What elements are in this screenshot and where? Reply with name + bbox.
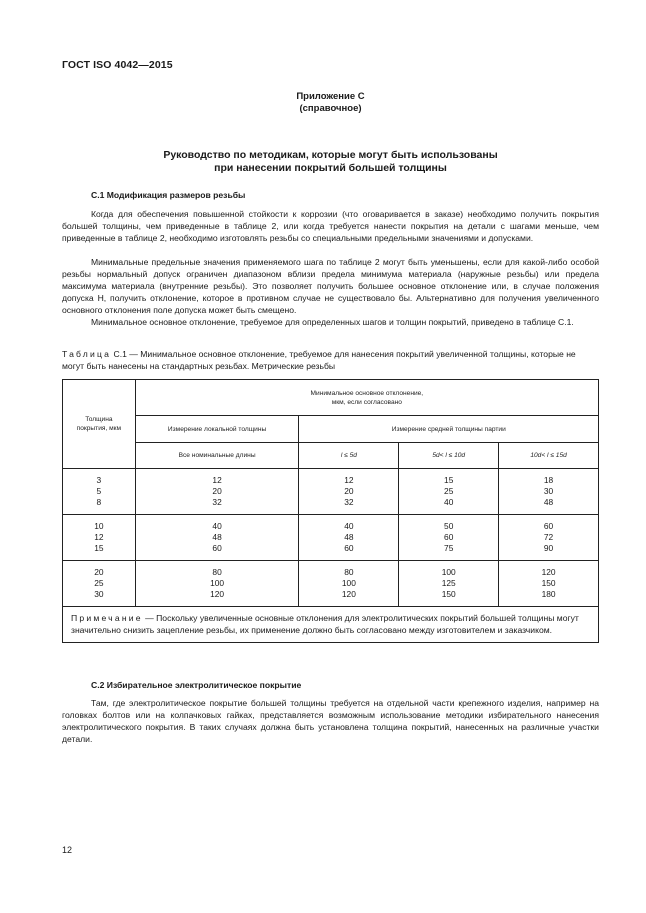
table-row xyxy=(63,515,599,561)
table-note: Примечание — Поскольку увеличенные основные отклонения для электролитических покрытий большей толщины могут значительно снизить зацепление резьбы, их применение должно быть согласовано между изготовителем и заказчиком. xyxy=(63,607,599,643)
cell-local: 80 100 120 xyxy=(135,561,299,607)
cell-batch-3: 60 72 90 xyxy=(499,515,599,561)
deviation-table xyxy=(62,379,599,643)
main-title-line2: при нанесении покрытий большей толщины xyxy=(214,162,447,174)
cell-local: 12 20 32 xyxy=(135,469,299,515)
main-title xyxy=(62,149,599,175)
table-row xyxy=(63,561,599,607)
header-thickness: Толщина покрытия, мкм xyxy=(63,380,136,469)
section2-heading: С.2 Избирательное электролитическое покрытие xyxy=(91,680,302,690)
section1-paragraph-1: Когда для обеспечения повышенной стойкости к коррозии (что оговаривается в заказе) необходимо получить покрытия большей толщины, чем приведенные в таблице 2, или когда требуется нанести покрытия на детали с шагами меньше, чем приведенные в таблице 2, необходимо изготовлять резьбы со специальными предельными значениями и допусками. xyxy=(62,209,599,243)
header-local-thickness: Измерение локальной толщины xyxy=(135,416,299,443)
cell-batch-3: 120 150 180 xyxy=(499,561,599,607)
cell-batch-2: 100 125 150 xyxy=(399,561,499,607)
page-number: 12 xyxy=(62,845,73,855)
header-batch-thickness: Измерение средней толщины партии xyxy=(299,416,599,443)
cell-batch-3: 18 30 48 xyxy=(499,469,599,515)
table-caption: Таблица С.1 — Минимальное основное отклонение, требуемое для нанесения покрытий увеличенной толщины, которые не могут быть нанесены на стандартных резьбах. Метрические резьбы xyxy=(62,349,576,371)
header-min-deviation: Минимальное основное отклонение, мкм, если согласовано xyxy=(135,380,598,416)
cell-batch-2: 15 25 40 xyxy=(399,469,499,515)
header-length-2: 5d< l ≤ 10d xyxy=(399,443,499,469)
header-all-lengths: Все номинальные длины xyxy=(135,443,299,469)
main-title-line1: Руководство по методикам, которые могут быть использованы xyxy=(163,149,498,161)
table-row xyxy=(63,469,599,515)
appendix-subtitle: (справочное) xyxy=(299,103,362,114)
cell-batch-1: 40 48 60 xyxy=(299,515,399,561)
section1-heading: С.1 Модификация размеров резьбы xyxy=(91,190,246,200)
cell-thickness: 20 25 30 xyxy=(63,561,136,607)
cell-batch-1: 12 20 32 xyxy=(299,469,399,515)
appendix-heading xyxy=(62,91,599,115)
section2-paragraph-1: Там, где электролитическое покрытие большей толщины требуется на отдельной части крепежного изделия, например на головках болтов или на колпачковых гайках, представляется возможным использование методики избирательного нанесения электролитического покрытия. В таких случаях должна быть установлена толщина покрытий, нанесенных на различные участки детали. xyxy=(62,698,599,744)
document-id: ГОСТ ISO 4042—2015 xyxy=(62,59,173,71)
cell-batch-2: 50 60 75 xyxy=(399,515,499,561)
cell-batch-1: 80 100 120 xyxy=(299,561,399,607)
appendix-title: Приложение С xyxy=(296,91,365,102)
cell-local: 40 48 60 xyxy=(135,515,299,561)
header-length-1: l ≤ 5d xyxy=(299,443,399,469)
header-length-3: 10d< l ≤ 15d xyxy=(499,443,599,469)
section1-paragraph-3: Минимальное основное отклонение, требуемое для определенных шагов и толщин покрытий, приведено в таблице С.1. xyxy=(91,317,574,327)
cell-thickness: 10 12 15 xyxy=(63,515,136,561)
section1-paragraph-2: Минимальные предельные значения применяемого шага по таблице 2 могут быть уменьшены, если для какой-либо особой резьбы нормальный допуск ограничен диапазоном вблизи предела минимума материала (наружные резьбы) или предела максимума материала (внутренние резьбы). Это позволяет получить большее основное отклонение или, в случае положения допуска H, получить отклонение, которое в противном случае не существовало бы. Альтернативно для получения увеличенного основного отклонения поле допуска может быть смещено. xyxy=(62,257,599,315)
cell-thickness: 3 5 8 xyxy=(63,469,136,515)
